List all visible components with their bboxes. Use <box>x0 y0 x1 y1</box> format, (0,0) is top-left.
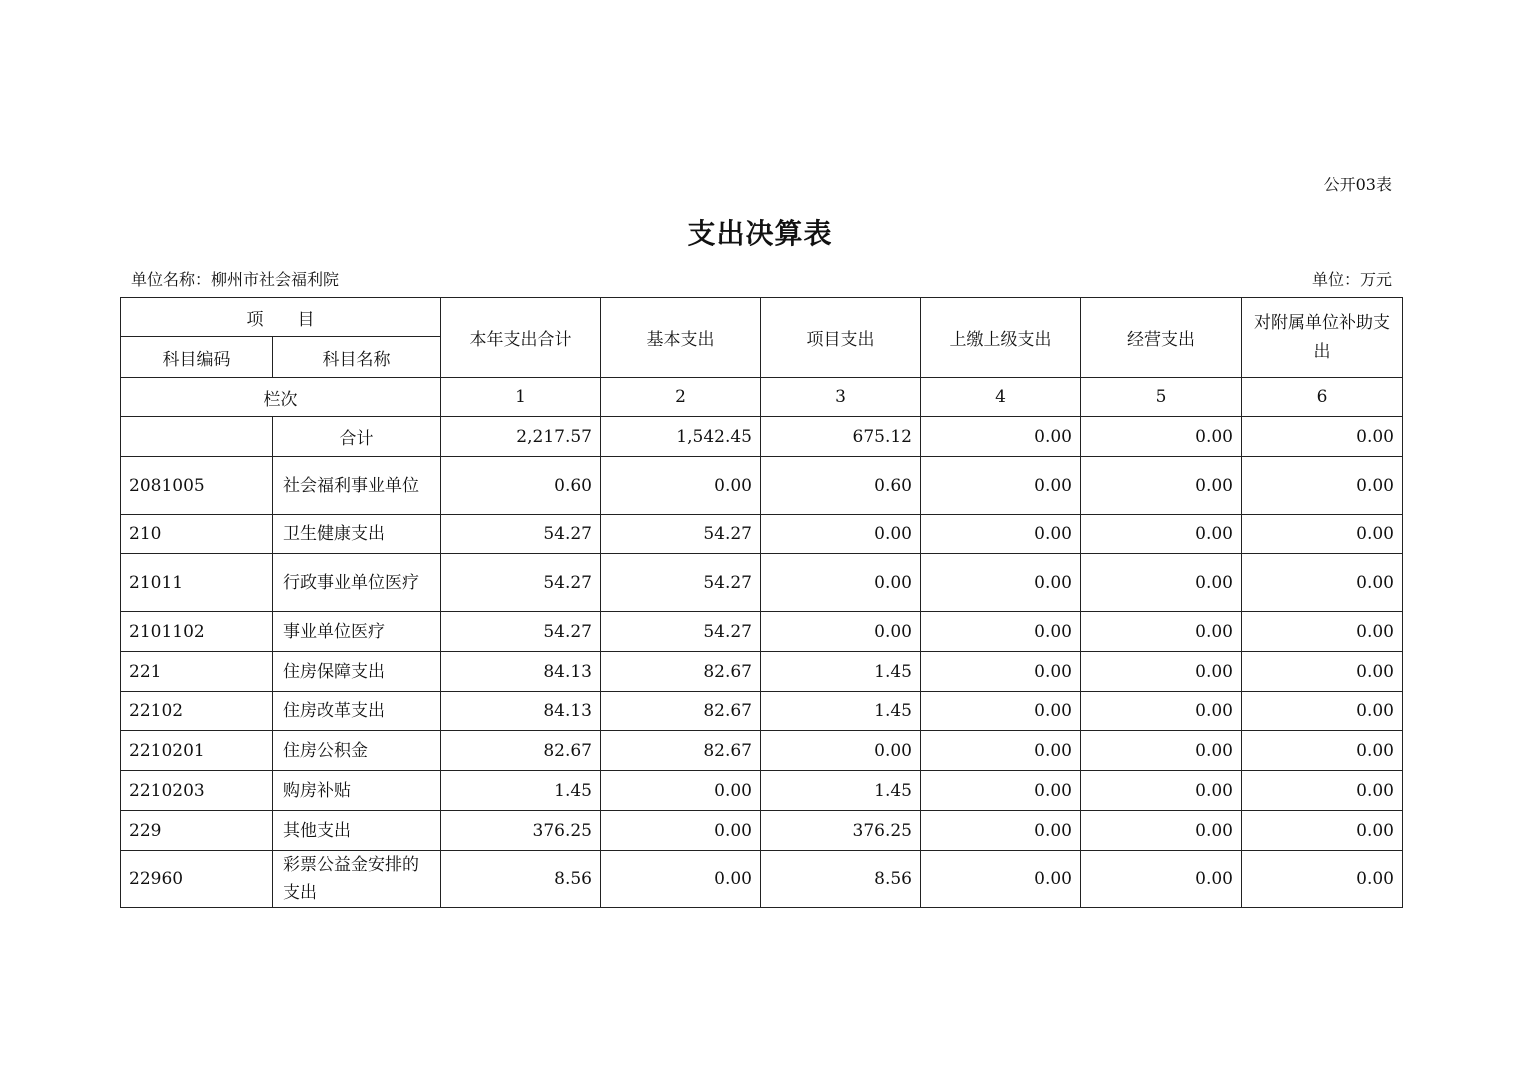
seq-label: 栏次 <box>121 378 441 417</box>
row-value: 0.00 <box>921 457 1081 515</box>
row-value: 0.00 <box>761 731 921 771</box>
row-value: 376.25 <box>761 811 921 851</box>
row-value: 54.27 <box>441 554 601 612</box>
header-col4: 上缴上级支出 <box>921 298 1081 378</box>
row-value: 0.00 <box>1081 771 1242 811</box>
row-value: 8.56 <box>761 851 921 908</box>
header-code: 科目编码 <box>121 337 273 378</box>
row-value: 0.00 <box>1242 612 1403 652</box>
row-value: 0.00 <box>1081 851 1242 908</box>
header-col1: 本年支出合计 <box>441 298 601 378</box>
row-name: 事业单位医疗 <box>273 612 441 652</box>
header-col2: 基本支出 <box>601 298 761 378</box>
table-row <box>121 771 1403 811</box>
row-value: 1.45 <box>761 652 921 692</box>
row-value: 54.27 <box>441 612 601 652</box>
row-name: 住房公积金 <box>273 731 441 771</box>
row-value: 0.00 <box>1081 692 1242 731</box>
total-value: 675.12 <box>761 417 921 457</box>
header-row <box>121 298 1403 337</box>
table-row <box>121 692 1403 731</box>
currency-unit: 单位：万元 <box>1311 270 1392 289</box>
row-value: 0.00 <box>1242 811 1403 851</box>
row-value: 0.60 <box>761 457 921 515</box>
row-value: 82.67 <box>601 692 761 731</box>
row-value: 0.00 <box>921 554 1081 612</box>
row-value: 0.00 <box>1242 692 1403 731</box>
seq-row <box>121 378 1403 417</box>
row-value: 82.67 <box>441 731 601 771</box>
row-value: 0.00 <box>1242 771 1403 811</box>
page-title: 支出决算表 <box>687 217 833 250</box>
total-value: 2,217.57 <box>441 417 601 457</box>
seq-cell: 3 <box>761 378 921 417</box>
row-value: 82.67 <box>601 652 761 692</box>
row-value: 0.00 <box>1242 851 1403 908</box>
row-value: 0.00 <box>601 811 761 851</box>
row-value: 0.00 <box>1081 612 1242 652</box>
row-code: 21011 <box>121 554 273 612</box>
row-value: 0.00 <box>921 652 1081 692</box>
total-value: 1,542.45 <box>601 417 761 457</box>
row-value: 0.00 <box>921 692 1081 731</box>
table-row <box>121 457 1403 515</box>
row-value: 0.00 <box>921 612 1081 652</box>
seq-cell: 4 <box>921 378 1081 417</box>
form-number: 公开03表 <box>1323 175 1392 194</box>
seq-cell: 1 <box>441 378 601 417</box>
row-value: 0.00 <box>761 554 921 612</box>
row-value: 54.27 <box>441 515 601 554</box>
row-name: 其他支出 <box>273 811 441 851</box>
row-value: 0.00 <box>1081 811 1242 851</box>
row-code: 229 <box>121 811 273 851</box>
row-code: 22960 <box>121 851 273 908</box>
total-name: 合计 <box>273 417 441 457</box>
table-row <box>121 554 1403 612</box>
row-value: 0.00 <box>921 731 1081 771</box>
expenditure-table <box>120 297 1403 908</box>
row-value: 54.27 <box>601 554 761 612</box>
row-value: 376.25 <box>441 811 601 851</box>
table-row <box>121 612 1403 652</box>
row-value: 0.00 <box>921 515 1081 554</box>
row-value: 0.00 <box>1081 515 1242 554</box>
header-col5: 经营支出 <box>1081 298 1242 378</box>
row-value: 0.00 <box>1081 457 1242 515</box>
row-value: 0.00 <box>1242 515 1403 554</box>
row-name: 住房保障支出 <box>273 652 441 692</box>
total-row <box>121 417 1403 457</box>
row-value: 0.00 <box>1081 731 1242 771</box>
row-name: 住房改革支出 <box>273 692 441 731</box>
row-value: 54.27 <box>601 515 761 554</box>
header-col6: 对附属单位补助支出 <box>1242 298 1403 378</box>
row-value: 0.00 <box>921 811 1081 851</box>
table-row <box>121 731 1403 771</box>
row-value: 0.00 <box>601 771 761 811</box>
row-name: 社会福利事业单位 <box>273 457 441 515</box>
row-value: 0.00 <box>601 457 761 515</box>
row-value: 0.00 <box>1081 652 1242 692</box>
row-name: 行政事业单位医疗 <box>273 554 441 612</box>
row-value: 0.00 <box>761 515 921 554</box>
row-value: 1.45 <box>441 771 601 811</box>
seq-cell: 6 <box>1242 378 1403 417</box>
total-value: 0.00 <box>921 417 1081 457</box>
row-value: 0.00 <box>921 771 1081 811</box>
row-value: 0.00 <box>1242 652 1403 692</box>
row-code: 2081005 <box>121 457 273 515</box>
row-value: 0.60 <box>441 457 601 515</box>
row-value: 0.00 <box>601 851 761 908</box>
row-name: 购房补贴 <box>273 771 441 811</box>
row-value: 8.56 <box>441 851 601 908</box>
total-value: 0.00 <box>1242 417 1403 457</box>
row-value: 0.00 <box>1242 457 1403 515</box>
row-code: 210 <box>121 515 273 554</box>
row-value: 0.00 <box>761 612 921 652</box>
row-value: 0.00 <box>1242 731 1403 771</box>
row-name: 彩票公益金安排的支出 <box>273 851 441 908</box>
table-row <box>121 851 1403 908</box>
table-row <box>121 652 1403 692</box>
row-value: 84.13 <box>441 652 601 692</box>
header-col3: 项目支出 <box>761 298 921 378</box>
row-code: 221 <box>121 652 273 692</box>
table-row <box>121 811 1403 851</box>
row-code: 2101102 <box>121 612 273 652</box>
row-code: 22102 <box>121 692 273 731</box>
total-value: 0.00 <box>1081 417 1242 457</box>
unit-name: 单位名称：柳州市社会福利院 <box>131 270 340 289</box>
row-value: 0.00 <box>921 851 1081 908</box>
row-value: 82.67 <box>601 731 761 771</box>
row-value: 54.27 <box>601 612 761 652</box>
row-value: 84.13 <box>441 692 601 731</box>
row-name: 卫生健康支出 <box>273 515 441 554</box>
seq-cell: 5 <box>1081 378 1242 417</box>
row-value: 1.45 <box>761 692 921 731</box>
row-value: 0.00 <box>1081 554 1242 612</box>
table-row <box>121 515 1403 554</box>
row-code: 2210201 <box>121 731 273 771</box>
row-value: 1.45 <box>761 771 921 811</box>
header-name: 科目名称 <box>273 337 441 378</box>
header-item: 项 目 <box>121 298 441 337</box>
total-code <box>121 417 273 457</box>
row-code: 2210203 <box>121 771 273 811</box>
row-value: 0.00 <box>1242 554 1403 612</box>
seq-cell: 2 <box>601 378 761 417</box>
